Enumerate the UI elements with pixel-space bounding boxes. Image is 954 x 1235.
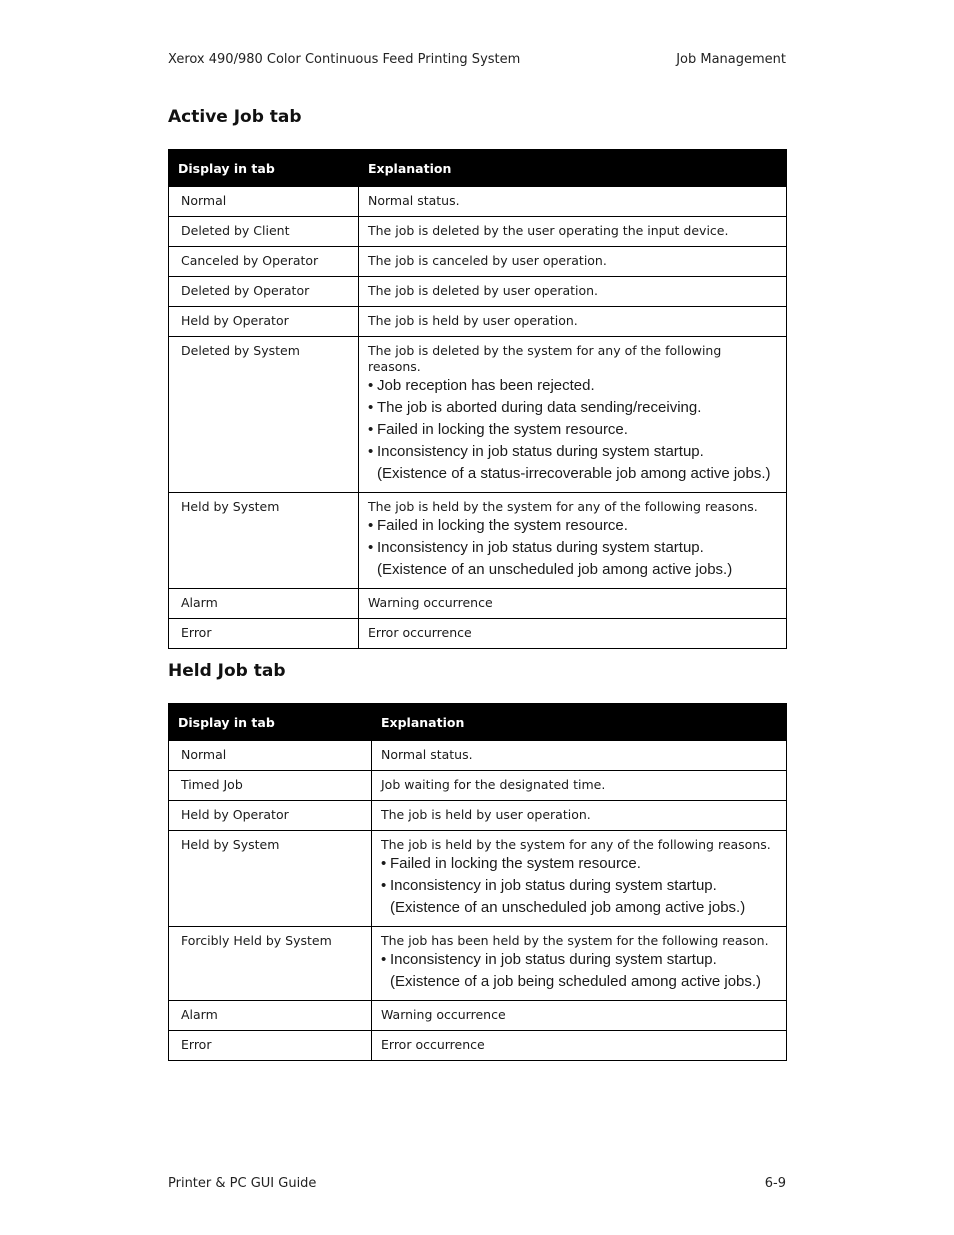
explanation-cell: [372, 1031, 787, 1061]
reason-item: [368, 441, 776, 485]
explanation-text: The job has been held by the system for the following reason.: [381, 933, 769, 948]
reason-list: [368, 375, 776, 485]
explanation-text: The job is deleted by the system for any of the following reasons.: [368, 343, 722, 374]
explanation-text: Error occurrence: [368, 625, 472, 640]
active-job-rows: [169, 187, 787, 649]
display-cell: Alarm: [169, 1001, 372, 1031]
reason-text: Inconsistency in job status during system startup.: [377, 539, 704, 556]
explanation-cell: [359, 589, 787, 619]
reason-note: (Existence of an unscheduled job among active jobs.): [390, 899, 746, 916]
display-cell: Deleted by Operator: [169, 277, 359, 307]
display-cell: Normal: [169, 741, 372, 771]
display-cell: Deleted by Client: [169, 217, 359, 247]
explanation-text: Normal status.: [381, 747, 473, 762]
table-row: [169, 187, 787, 217]
explanation-cell: [359, 619, 787, 649]
display-cell: Deleted by System: [169, 337, 359, 493]
reason-list: [381, 853, 776, 919]
explanation-cell: [372, 741, 787, 771]
column-header-explanation: Explanation: [359, 150, 787, 187]
reason-note: (Existence of a status-irrecoverable job among active jobs.): [377, 465, 771, 482]
table-row: [169, 493, 787, 589]
explanation-text: Normal status.: [368, 193, 460, 208]
explanation-cell: [359, 307, 787, 337]
active-job-table: [168, 149, 787, 649]
running-header-title: Xerox 490/980 Color Continuous Feed Printing System: [168, 52, 521, 67]
explanation-text: Job waiting for the designated time.: [381, 777, 606, 792]
explanation-cell: [359, 247, 787, 277]
explanation-cell: [359, 493, 787, 589]
explanation-cell: [359, 187, 787, 217]
explanation-text: The job is deleted by user operation.: [368, 283, 599, 298]
column-header-explanation: Explanation: [372, 704, 787, 741]
explanation-cell: [372, 771, 787, 801]
explanation-cell: [372, 927, 787, 1001]
table-row: [169, 277, 787, 307]
explanation-text: Error occurrence: [381, 1037, 485, 1052]
explanation-text: Warning occurrence: [368, 595, 493, 610]
held-job-tab-heading: Held Job tab: [168, 661, 286, 681]
display-cell: Held by System: [169, 831, 372, 927]
explanation-cell: [359, 337, 787, 493]
reason-text: Failed in locking the system resource.: [390, 855, 641, 872]
display-cell: Normal: [169, 187, 359, 217]
table-row: [169, 1001, 787, 1031]
reason-text: Inconsistency in job status during system startup.: [390, 951, 717, 968]
table-row: [169, 831, 787, 927]
reason-item: [368, 419, 776, 441]
explanation-cell: [359, 217, 787, 247]
display-cell: Forcibly Held by System: [169, 927, 372, 1001]
explanation-text: The job is held by the system for any of the following reasons.: [368, 499, 758, 514]
explanation-text: The job is held by user operation.: [368, 313, 578, 328]
reason-text: Failed in locking the system resource.: [377, 421, 628, 438]
column-header-display: Display in tab: [169, 704, 372, 741]
table-row: [169, 619, 787, 649]
reason-text: Failed in locking the system resource.: [377, 517, 628, 534]
table-row: [169, 217, 787, 247]
display-cell: Held by Operator: [169, 307, 359, 337]
table-header-row: [169, 704, 787, 741]
explanation-text: Warning occurrence: [381, 1007, 506, 1022]
explanation-text: The job is canceled by user operation.: [368, 253, 607, 268]
reason-text: Inconsistency in job status during system startup.: [377, 443, 704, 460]
held-job-rows: [169, 741, 787, 1061]
table-row: [169, 589, 787, 619]
column-header-display: Display in tab: [169, 150, 359, 187]
display-cell: Held by Operator: [169, 801, 372, 831]
reason-item: [381, 875, 776, 919]
table-row: [169, 247, 787, 277]
display-cell: Held by System: [169, 493, 359, 589]
reason-item: [381, 853, 776, 875]
reason-item: [368, 515, 776, 537]
display-cell: Timed Job: [169, 771, 372, 801]
page-number: 6-9: [764, 1176, 786, 1191]
table-row: [169, 801, 787, 831]
display-cell: Error: [169, 1031, 372, 1061]
table-row: [169, 741, 787, 771]
reason-list: [368, 515, 776, 581]
reason-text: The job is aborted during data sending/receiving.: [377, 399, 702, 416]
held-job-table: [168, 703, 787, 1061]
explanation-text: The job is held by the system for any of the following reasons.: [381, 837, 771, 852]
table-row: [169, 337, 787, 493]
reason-note: (Existence of an unscheduled job among active jobs.): [377, 561, 733, 578]
table-header-row: [169, 150, 787, 187]
reason-item: [381, 949, 776, 993]
active-job-tab-heading: Active Job tab: [168, 107, 302, 127]
reason-item: [368, 375, 776, 397]
reason-item: [368, 397, 776, 419]
reason-list: [381, 949, 776, 993]
explanation-cell: [359, 277, 787, 307]
display-cell: Canceled by Operator: [169, 247, 359, 277]
explanation-cell: [372, 1001, 787, 1031]
display-cell: Error: [169, 619, 359, 649]
reason-text: Inconsistency in job status during system startup.: [390, 877, 717, 894]
display-cell: Alarm: [169, 589, 359, 619]
running-header-section: Job Management: [676, 52, 786, 67]
table-row: [169, 771, 787, 801]
reason-item: [368, 537, 776, 581]
footer-guide-title: Printer & PC GUI Guide: [168, 1176, 317, 1191]
explanation-text: The job is deleted by the user operating the input device.: [368, 223, 729, 238]
table-row: [169, 927, 787, 1001]
reason-note: (Existence of a job being scheduled among active jobs.): [390, 973, 762, 990]
explanation-cell: [372, 801, 787, 831]
explanation-cell: [372, 831, 787, 927]
explanation-text: The job is held by user operation.: [381, 807, 591, 822]
reason-text: Job reception has been rejected.: [377, 377, 595, 394]
table-row: [169, 1031, 787, 1061]
table-row: [169, 307, 787, 337]
